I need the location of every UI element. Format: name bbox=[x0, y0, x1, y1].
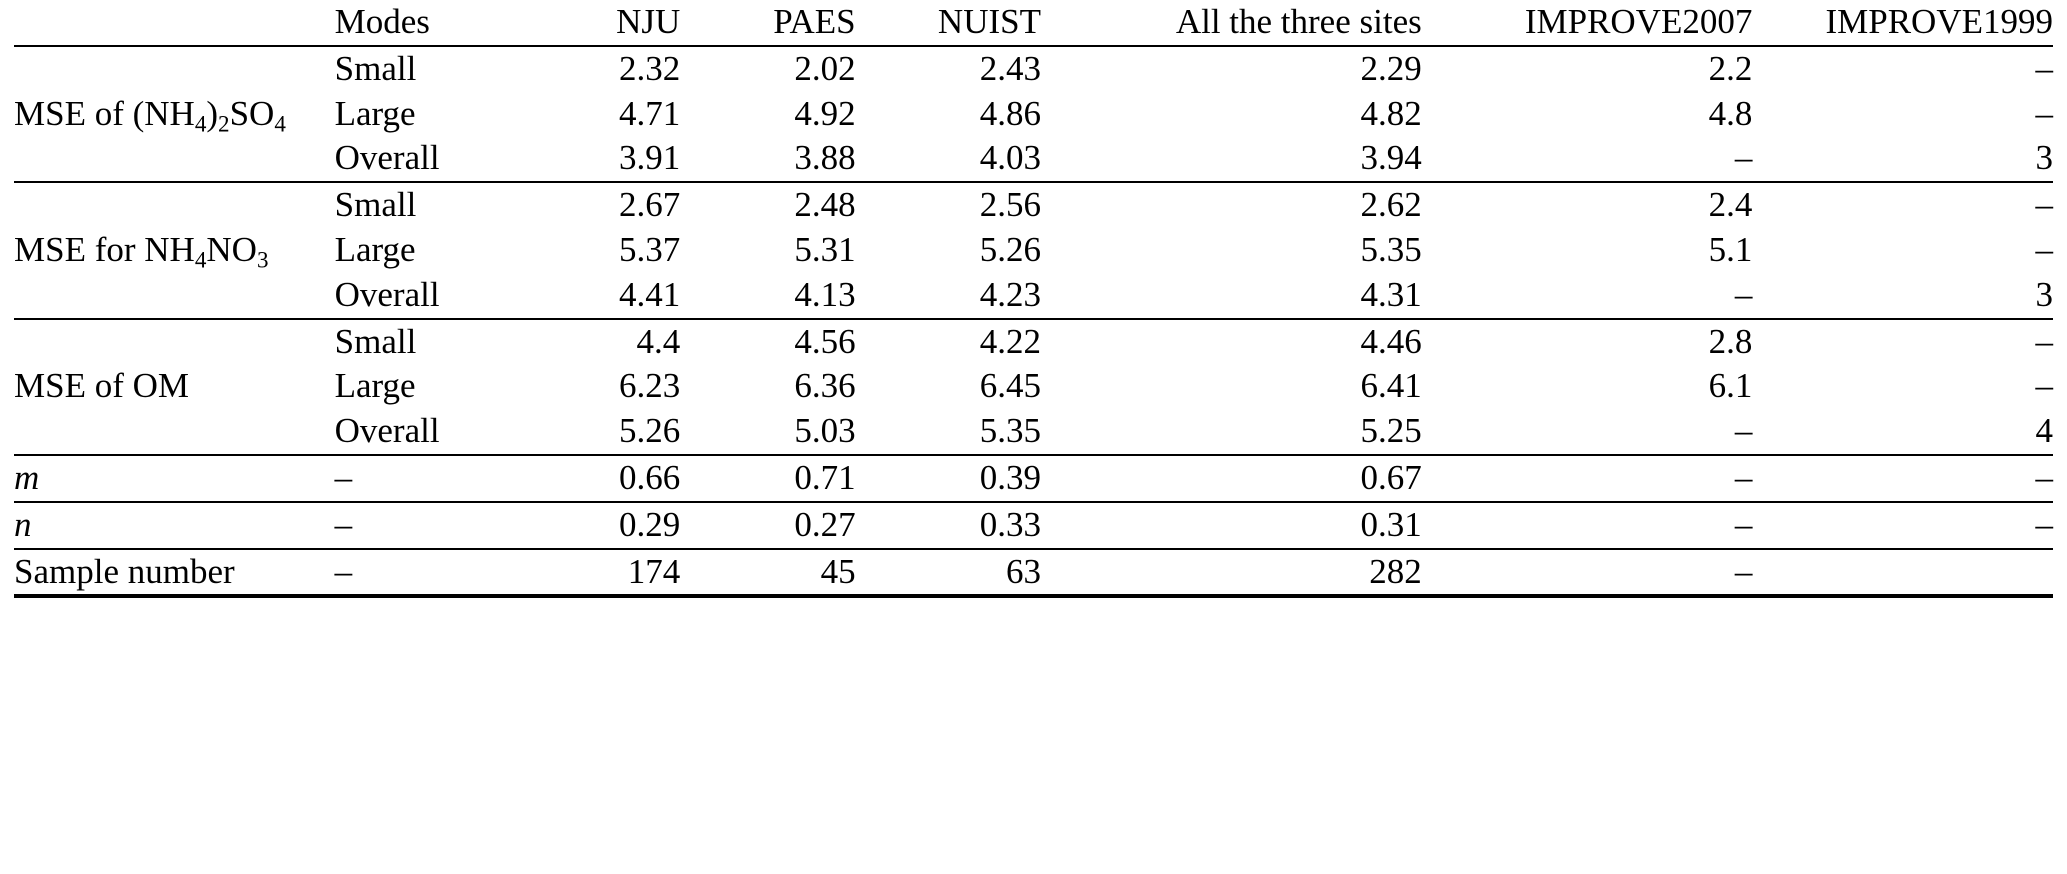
value-nju: 0.66 bbox=[515, 455, 680, 502]
mode-cell: Large bbox=[334, 93, 416, 133]
header-paes: PAES bbox=[773, 2, 856, 41]
label-text: MSE for $NH_4NO_3$ bbox=[14, 229, 269, 273]
mode-cell: Small bbox=[335, 182, 515, 228]
value-improve1999: – bbox=[1752, 455, 2053, 502]
value-all: 6.41 bbox=[1360, 366, 1422, 406]
value-nuist: 5.26 bbox=[979, 229, 1041, 269]
mode-cell: Large bbox=[334, 366, 416, 406]
mode-cell: Small bbox=[335, 319, 515, 365]
value-improve1999: – bbox=[1752, 46, 2053, 92]
header-nju: NJU bbox=[616, 2, 681, 41]
value-improve1999: 4 bbox=[2035, 411, 2053, 451]
row-label-sample-number: Sample number bbox=[14, 549, 335, 597]
mode-cell: Overall bbox=[334, 138, 440, 178]
value-improve2007: – bbox=[1422, 502, 1753, 549]
value-nuist: 63 bbox=[856, 549, 1041, 597]
value-nuist: 2.43 bbox=[856, 46, 1041, 92]
value-improve2007: 2.4 bbox=[1422, 182, 1753, 228]
value-improve2007: 4.8 bbox=[1708, 93, 1753, 133]
value-nju: 2.67 bbox=[515, 182, 680, 228]
mode-cell: Small bbox=[335, 46, 515, 92]
value-paes: 3.88 bbox=[794, 138, 856, 178]
value-nuist: 4.22 bbox=[856, 319, 1041, 365]
value-all: 4.31 bbox=[1360, 274, 1422, 314]
value-nju: 4.71 bbox=[619, 93, 681, 133]
value-improve1999: 3 bbox=[2035, 138, 2053, 178]
value-nju: 0.29 bbox=[515, 502, 680, 549]
value-paes: 5.31 bbox=[794, 229, 856, 269]
table-row bbox=[14, 549, 2053, 597]
header-blank bbox=[14, 0, 335, 46]
mode-cell: – bbox=[335, 502, 515, 549]
value-nuist: 0.39 bbox=[856, 455, 1041, 502]
table-row bbox=[14, 455, 2053, 502]
header-improve1999: IMPROVE1999 bbox=[1825, 2, 2053, 41]
table-row bbox=[14, 502, 2053, 549]
value-nuist: 4.03 bbox=[979, 138, 1041, 178]
results-table bbox=[14, 0, 2053, 598]
value-nju: 6.23 bbox=[619, 366, 681, 406]
value-paes: 2.48 bbox=[680, 182, 855, 228]
header-row bbox=[14, 0, 2053, 46]
value-improve1999: – bbox=[2035, 366, 2053, 406]
mode-cell: – bbox=[335, 455, 515, 502]
row-group-label-om: MSE of OM bbox=[14, 319, 335, 455]
row-group-label-nitrate bbox=[14, 182, 335, 318]
value-all: 5.25 bbox=[1360, 411, 1422, 451]
value-paes: 5.03 bbox=[794, 411, 856, 451]
value-nju: 2.32 bbox=[515, 46, 680, 92]
value-nju: 3.91 bbox=[619, 138, 681, 178]
value-paes: 0.71 bbox=[680, 455, 855, 502]
row-label-m: m bbox=[14, 455, 335, 502]
table-header bbox=[14, 0, 2053, 46]
value-nuist: 6.45 bbox=[979, 366, 1041, 406]
value-nju: 5.26 bbox=[619, 411, 681, 451]
value-nuist: 2.56 bbox=[856, 182, 1041, 228]
value-improve1999: 3 bbox=[2035, 274, 2053, 314]
value-improve1999 bbox=[1752, 549, 2053, 597]
value-improve2007: 2.2 bbox=[1422, 46, 1753, 92]
value-improve2007: 5.1 bbox=[1708, 229, 1753, 269]
value-all: 2.29 bbox=[1041, 46, 1422, 92]
value-paes: 2.02 bbox=[680, 46, 855, 92]
value-nju: 4.4 bbox=[515, 319, 680, 365]
value-all: 4.46 bbox=[1041, 319, 1422, 365]
mode-cell: Overall bbox=[334, 274, 440, 314]
value-nuist: 4.86 bbox=[979, 93, 1041, 133]
mode-cell: – bbox=[335, 549, 515, 597]
value-improve2007: – bbox=[1734, 138, 1753, 178]
header-modes: Modes bbox=[334, 2, 430, 41]
header-all-three-sites: All the three sites bbox=[1175, 2, 1422, 41]
value-nju: 5.37 bbox=[619, 229, 681, 269]
value-paes: 0.27 bbox=[680, 502, 855, 549]
header-improve2007: IMPROVE2007 bbox=[1524, 2, 1753, 41]
value-paes: 4.13 bbox=[794, 274, 856, 314]
value-improve1999: – bbox=[2035, 229, 2053, 269]
value-nuist: 0.33 bbox=[856, 502, 1041, 549]
value-all: 5.35 bbox=[1360, 229, 1422, 269]
row-label-n: n bbox=[14, 502, 335, 549]
value-improve1999: – bbox=[2035, 93, 2053, 133]
value-paes: 4.56 bbox=[680, 319, 855, 365]
value-improve2007: – bbox=[1734, 274, 1753, 314]
value-improve2007: 6.1 bbox=[1708, 366, 1753, 406]
value-improve2007: – bbox=[1422, 549, 1753, 597]
row-group-label-sulfate bbox=[14, 46, 335, 182]
value-all: 2.62 bbox=[1041, 182, 1422, 228]
value-nuist: 5.35 bbox=[979, 411, 1041, 451]
header-nuist: NUIST bbox=[937, 2, 1041, 41]
label-text: MSE of $(NH_4)_2SO_4$ bbox=[14, 93, 286, 137]
value-all: 0.67 bbox=[1041, 455, 1422, 502]
value-all: 282 bbox=[1041, 549, 1422, 597]
value-improve1999: – bbox=[1752, 502, 2053, 549]
value-improve2007: – bbox=[1734, 411, 1753, 451]
value-nuist: 4.23 bbox=[979, 274, 1041, 314]
value-all: 4.82 bbox=[1360, 93, 1422, 133]
value-all: 3.94 bbox=[1360, 138, 1422, 178]
value-improve2007: – bbox=[1422, 455, 1753, 502]
table-row bbox=[14, 182, 2053, 228]
table-body bbox=[14, 46, 2053, 597]
mode-cell: Large bbox=[334, 229, 416, 269]
value-improve1999: – bbox=[1752, 319, 2053, 365]
table-row bbox=[14, 46, 2053, 92]
value-paes: 4.92 bbox=[794, 93, 856, 133]
mode-cell: Overall bbox=[334, 411, 440, 451]
value-paes: 45 bbox=[680, 549, 855, 597]
value-improve1999: – bbox=[1752, 182, 2053, 228]
value-paes: 6.36 bbox=[794, 366, 856, 406]
value-nju: 4.41 bbox=[619, 274, 681, 314]
value-nju: 174 bbox=[515, 549, 680, 597]
value-improve2007: 2.8 bbox=[1422, 319, 1753, 365]
value-all: 0.31 bbox=[1041, 502, 1422, 549]
table-row bbox=[14, 319, 2053, 365]
